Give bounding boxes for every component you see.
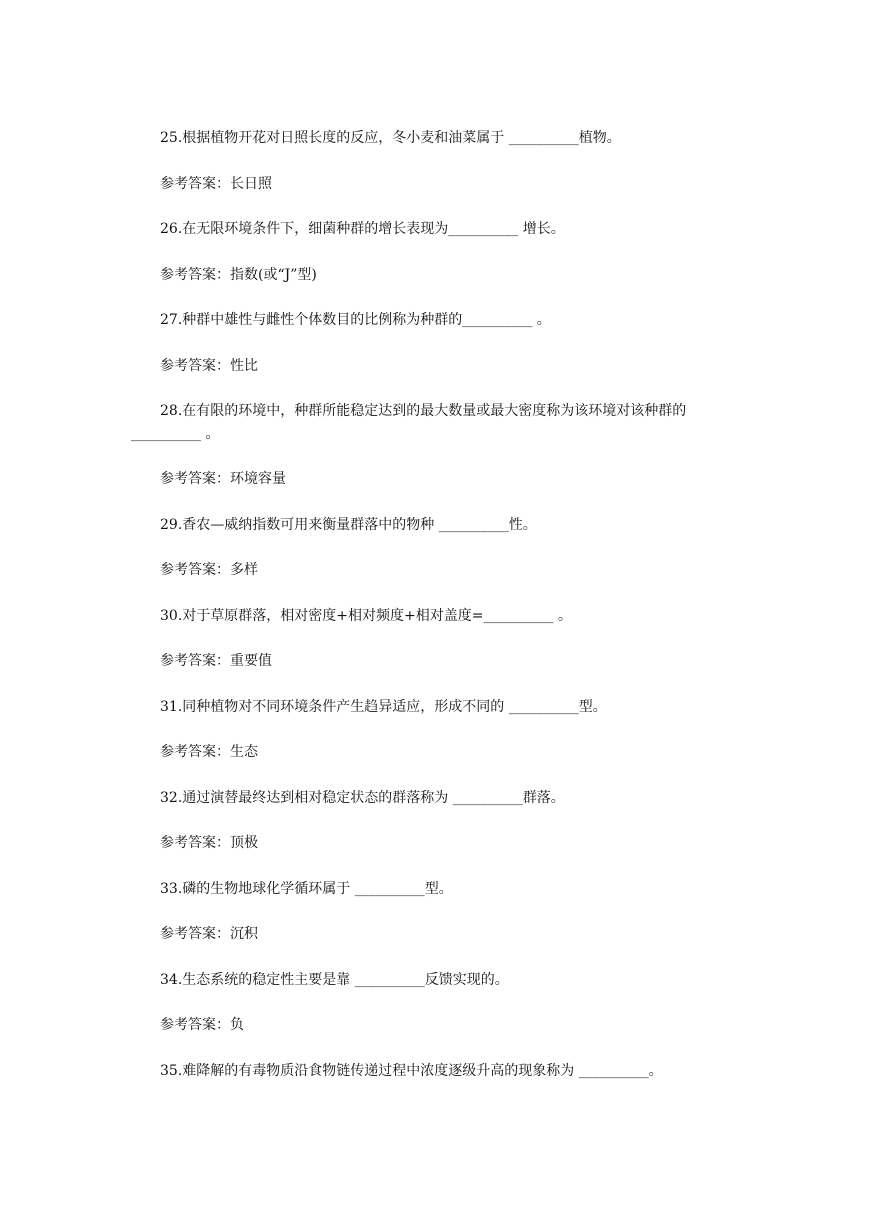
answer-32: 参考答案：顶极 xyxy=(160,835,258,851)
question-27: 27.种群中雄性与雌性个体数目的比例称为种群的__________ 。 xyxy=(160,312,551,328)
question-28-continuation: __________ 。 xyxy=(131,426,220,442)
question-28: 28.在有限的环境中，种群所能稳定达到的最大数量或最大密度称为该环境对该种群的 xyxy=(160,403,687,419)
question-26: 26.在无限环境条件下，细菌种群的增长表现为__________ 增长。 xyxy=(160,221,565,237)
answer-25: 参考答案：长日照 xyxy=(160,176,272,192)
answer-27: 参考答案：性比 xyxy=(160,358,258,374)
answer-31: 参考答案：生态 xyxy=(160,744,258,760)
answer-30: 参考答案：重要值 xyxy=(160,653,272,669)
answer-28: 参考答案：环境容量 xyxy=(160,471,286,487)
question-35: 35.难降解的有毒物质沿食物链传递过程中浓度逐级升高的现象称为 __________。 xyxy=(160,1063,663,1079)
answer-33: 参考答案：沉积 xyxy=(160,926,258,942)
question-33: 33.磷的生物地球化学循环属于 __________型。 xyxy=(160,881,453,897)
question-31: 31.同种植物对不同环境条件产生趋异适应，形成不同的 __________型。 xyxy=(160,699,607,715)
question-29: 29.香农—威纳指数可用来衡量群落中的物种 __________性。 xyxy=(160,517,537,533)
question-32: 32.通过演替最终达到相对稳定状态的群落称为 __________群落。 xyxy=(160,790,565,806)
question-25: 25.根据植物开花对日照长度的反应，冬小麦和油菜属于 __________植物。 xyxy=(160,130,621,146)
question-34: 34.生态系统的稳定性主要是靠 __________反馈实现的。 xyxy=(160,972,509,988)
answer-29: 参考答案：多样 xyxy=(160,562,258,578)
answer-34: 参考答案：负 xyxy=(160,1017,244,1033)
question-30: 30.对于草原群落，相对密度+相对频度+相对盖度=__________ 。 xyxy=(160,608,572,624)
answer-26: 参考答案：指数(或“J”型) xyxy=(160,267,317,283)
